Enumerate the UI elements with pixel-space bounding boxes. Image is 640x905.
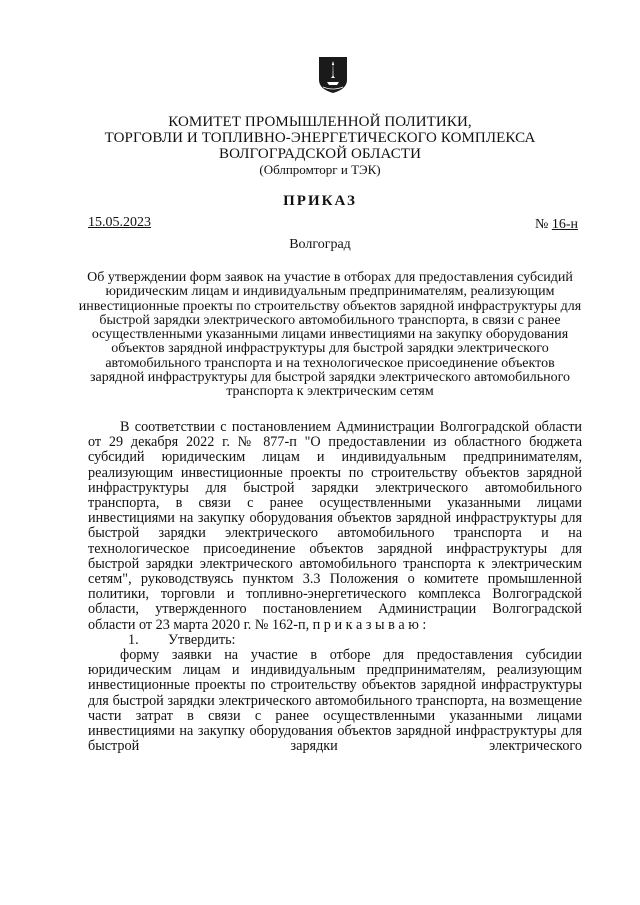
document-number (535, 217, 578, 233)
preamble-paragraph: В соответствии с постановлением Администрации Волгоградской области от 29 декабря 2022 г. № 877-п "О предоставлении из областного бюджета субсидий юридическим лицам и индивидуальным предпринимателям, реализующим инвестиционные проекты по строительству объектов зарядной инфраструктуры для быстрой зарядки электрического автомобильного транспорта, в связи с ранее осуществленными указанными лицами инвестициями на закупку оборудования объектов зарядной инфраструктуры для быстрой зарядки электрического автомобильного транспорта и на технологическое присоединение объектов зарядной инфраструктуры для быстрой зарядки электрического автомобильного транспорта к электрическим сетям", руководствуясь пунктом 3.3 Положения о комитете промышленной политики, торговли и топливно-энергетического комплекса Волгоградской области, утвержденного постановлением Администрации Волгоградской области от 23 марта 2020 г. № 162-п, п р и к а з ы в а ю : (88, 419, 582, 633)
item-paragraph: форму заявки на участие в отборе для предоставления субсидии юридическим лицам и индивидуальным предпринимателям, реализующим инвестиционные проекты по строительству объектов зарядной инфраструктуры для быстрой зарядки электрического автомобильного транспорта, на возмещение части затрат в связи с ранее осуществленными указанными лицами инвестициями на закупку оборудования объектов зарядной инфраструктуры для быстрой зарядки электрического (88, 647, 582, 755)
item-label: Утвердить: (168, 631, 236, 648)
org-name-line-2: ТОРГОВЛИ И ТОПЛИВНО-ЭНЕРГЕТИЧЕСКОГО КОМПЛЕКСА (104, 130, 536, 146)
org-name-line-1: КОМИТЕТ ПРОМЫШЛЕННОЙ ПОЛИТИКИ, (168, 114, 472, 130)
document-type-title: ПРИКАЗ (283, 193, 357, 209)
document-subject: Об утверждении форм заявок на участие в отборах для предоставления субсидий юридическим лицам и индивидуальным предпринимателям, реализующим инвестиционные проекты по строительству объектов зарядной инфраструктуры для быстрой зарядки электрического автомобильного транспорта, в связи с ранее осуществленными указанными лицами инвестициями на закупку оборудования объектов зарядной инфраструктуры для быстрой зарядки электрического автомобильного транспорта и на технологическое присоединение объектов зарядной инфраструктуры для быстрой зарядки электрического автомобильного транспорта к электрическим сетям (78, 270, 582, 400)
coat-of-arms-emblem (318, 56, 348, 94)
item-heading (88, 633, 582, 648)
document-body (88, 420, 582, 754)
number-value: 16-н (551, 217, 578, 232)
document-city: Волгоград (289, 237, 351, 252)
organization-header (0, 114, 640, 178)
document-date: 15.05.2023 (88, 215, 151, 230)
item-number: 1. (128, 631, 139, 648)
number-sign: № (534, 217, 549, 232)
org-name-line-3: ВОЛГОГРАДСКОЙ ОБЛАСТИ (218, 146, 422, 162)
org-short-name: (Облпромторг и ТЭК) (259, 162, 381, 177)
